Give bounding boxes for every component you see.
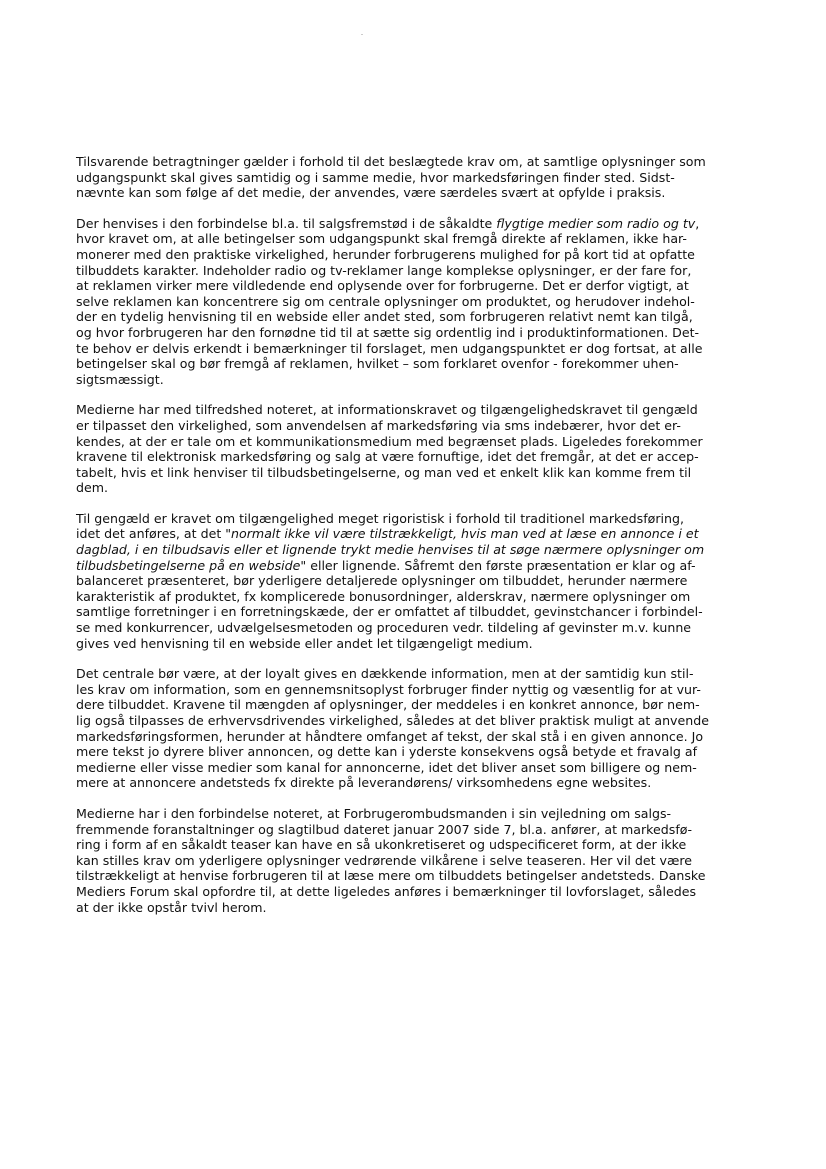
text-segment: dere tilbuddet. Kravene til mængden af oplysninger, der meddeles i en konkret annonce, bør nem- bbox=[76, 697, 700, 713]
text-line bbox=[76, 775, 754, 791]
text-line bbox=[76, 511, 754, 527]
text-line bbox=[76, 558, 754, 574]
text-segment: markedsføringsformen, herunder at håndtere omfanget af tekst, der skal stå i en given annonce. Jo bbox=[76, 728, 704, 744]
text-line bbox=[76, 402, 754, 418]
text-line bbox=[76, 744, 754, 760]
text-segment: idet det anføres, at det bbox=[76, 526, 226, 542]
text-line bbox=[76, 806, 754, 822]
text-line bbox=[76, 341, 754, 357]
text-segment: ring i form af en såkaldt teaser kan have en så ukonkretiseret og udspecificeret form, at der ikke bbox=[76, 837, 687, 853]
text-line bbox=[76, 837, 754, 853]
text-segment: te behov er delvis erkendt i bemærkninger til forslaget, men udgangspunktet er dog fortsat, at alle bbox=[76, 340, 703, 356]
text-segment: , bbox=[695, 215, 700, 231]
text-segment: hvor kravet om, at alle betingelser som udgangspunkt skal fremgå direkte af reklamen, ikke har- bbox=[76, 231, 687, 247]
text-line bbox=[76, 154, 754, 170]
text-line bbox=[76, 434, 754, 450]
text-line bbox=[76, 526, 754, 542]
italic-quote-segment: "normalt ikke vil være tilstrækkeligt, hvis man ved at læse en annonce i et bbox=[225, 526, 699, 542]
text-line bbox=[76, 480, 754, 496]
text-segment: fremmende foranstaltninger og slagtilbud dateret januar 2007 side 7, bl.a. anfører, at markedsfø- bbox=[76, 821, 693, 837]
text-segment: les krav om information, som en gennemsnitsoplyst forbruger finder nyttig og væsentlig for at vur- bbox=[76, 681, 701, 697]
text-segment: at reklamen virker mere vildledende end oplysende over for forbrugerne. Det er derfor vigtigt, at bbox=[76, 278, 689, 294]
paragraph-1 bbox=[76, 154, 754, 201]
text-segment: er tilpasset den virkelighed, som anvendelsen af markedsføring via sms indebærer, hvor det er- bbox=[76, 417, 681, 433]
italic-quote-segment: dagblad, i en tilbudsavis eller et lignende trykt medie henvises til at søge nærmere oplysninger om bbox=[76, 542, 705, 558]
text-segment: selve reklamen kan koncentrere sig om centrale oplysninger om produktet, og herudover indehol- bbox=[76, 293, 695, 309]
text-segment: monerer med den praktiske virkelighed, herunder forbrugerens mulighed for på kort tid at opfatte bbox=[76, 246, 695, 262]
text-line bbox=[76, 309, 754, 325]
text-line bbox=[76, 247, 754, 263]
text-line bbox=[76, 868, 754, 884]
text-line bbox=[76, 682, 754, 698]
text-line bbox=[76, 356, 754, 372]
text-segment: Tilsvarende betragtninger gælder i forhold til det beslægtede krav om, at samtlige oplysninger som bbox=[76, 154, 706, 169]
text-line bbox=[76, 636, 754, 652]
text-line bbox=[76, 729, 754, 745]
text-line bbox=[76, 666, 754, 682]
paragraph-4 bbox=[76, 511, 754, 651]
text-segment: udgangspunkt skal gives samtidig og i samme medie, hvor markedsføringen finder sted. Sidst- bbox=[76, 169, 675, 185]
text-segment: se med konkurrencer, udvælgelsesmetoden og proceduren vedr. tildeling af gevinster m.v. kunne bbox=[76, 620, 692, 636]
text-line bbox=[76, 884, 754, 900]
text-segment: tilstrækkeligt at henvise forbrugeren til at læse mere om tilbuddets betingelser andetsteds. Danske bbox=[76, 868, 706, 884]
text-segment: og hvor forbrugeren har den fornødne tid til at sætte sig ordentlig ind i produktinformationen. Det- bbox=[76, 324, 700, 340]
text-segment: lig også tilpasses de erhvervsdrivendes virkelighed, således at det bliver praktisk muligt at anvende bbox=[76, 713, 709, 728]
text-segment: Til gengæld er kravet om tilgængelighed meget rigoristisk i forhold til traditionel markedsføring, bbox=[76, 510, 684, 526]
text-line bbox=[76, 418, 754, 434]
text-line bbox=[76, 760, 754, 776]
text-segment: samtlige forretninger i en forretningskæde, der er omfattet af tilbuddet, gevinstchancer i forbindel- bbox=[76, 604, 703, 620]
italic-quote-segment: flygtige medier som radio og tv bbox=[496, 215, 696, 231]
text-line bbox=[76, 822, 754, 838]
italic-quote-segment: tilbudsbetingelserne på en webside" bbox=[76, 557, 307, 573]
text-line bbox=[76, 185, 754, 201]
text-segment: Der henvises i den forbindelse bl.a. til salgsfremstød i de såkaldte bbox=[76, 215, 497, 231]
text-line bbox=[76, 170, 754, 186]
paragraph-3 bbox=[76, 402, 754, 496]
paragraph-6 bbox=[76, 806, 754, 915]
text-line bbox=[76, 278, 754, 294]
text-line bbox=[76, 573, 754, 589]
text-line bbox=[76, 263, 754, 279]
text-segment: der en tydelig henvisning til en webside eller andet sted, som forbrugeren relativt nemt kan tilgå, bbox=[76, 309, 693, 325]
text-segment: Medierne har i den forbindelse noteret, at Forbrugerombudsmanden i sin vejledning om salgs- bbox=[76, 805, 672, 821]
document-body bbox=[76, 154, 754, 930]
text-line bbox=[76, 697, 754, 713]
text-segment: kan stilles krav om yderligere oplysninger vedrørende vilkårene i selve teaseren. Her vil det være bbox=[76, 852, 693, 868]
text-line bbox=[76, 216, 754, 232]
text-line bbox=[76, 900, 754, 916]
text-line bbox=[76, 620, 754, 636]
text-line bbox=[76, 372, 754, 388]
text-line bbox=[76, 853, 754, 869]
text-segment: karakteristik af produktet, fx komplicerede bonusordninger, alderskrav, nærmere oplysninger om bbox=[76, 588, 691, 604]
text-line bbox=[76, 325, 754, 341]
text-segment: at der ikke opstår tvivl herom. bbox=[76, 899, 267, 915]
text-segment: dem. bbox=[76, 480, 109, 496]
text-line bbox=[76, 542, 754, 558]
text-line bbox=[76, 604, 754, 620]
text-segment: eller lignende. Såfremt den første præsentation er klar og af- bbox=[306, 557, 696, 573]
paragraph-5 bbox=[76, 666, 754, 791]
text-segment: mere at annoncere andetsteds fx direkte på leverandørens/ virksomhedens egne websites. bbox=[76, 775, 652, 791]
text-segment: tabelt, hvis et link henviser til tilbudsbetingelserne, og man ved et enkelt klik kan komme frem til bbox=[76, 464, 692, 480]
text-segment: balanceret præsenteret, bør yderligere detaljerede oplysninger om tilbuddet, herunder nærmere bbox=[76, 573, 688, 589]
text-segment: tilbuddets karakter. Indeholder radio og tv-reklamer lange komplekse oplysninger, er der fare for, bbox=[76, 262, 692, 278]
scan-speck bbox=[361, 34, 363, 35]
text-segment: medierne eller visse medier som kanal for annoncerne, idet det bliver anset som billigere og nem- bbox=[76, 759, 697, 775]
text-segment: kendes, at der er tale om et kommunikationsmedium med begrænset plads. Ligeledes forekommer bbox=[76, 433, 703, 449]
text-segment: sigtsmæssigt. bbox=[76, 371, 164, 387]
text-segment: Medierne har med tilfredshed noteret, at informationskravet og tilgængelighedskravet til gengæld bbox=[76, 402, 698, 418]
text-line bbox=[76, 713, 754, 729]
text-segment: gives ved henvisning til en webside eller andet let tilgængeligt medium. bbox=[76, 635, 533, 651]
text-line bbox=[76, 465, 754, 481]
text-segment: Mediers Forum skal opfordre til, at dette ligeledes anføres i bemærkninger til lovforslaget, således bbox=[76, 883, 697, 899]
text-line bbox=[76, 294, 754, 310]
text-segment: betingelser skal og bør fremgå af reklamen, hvilket – som forklaret ovenfor - forekommer uhen- bbox=[76, 356, 679, 372]
text-line bbox=[76, 449, 754, 465]
text-line bbox=[76, 231, 754, 247]
paragraph-2 bbox=[76, 216, 754, 388]
text-segment: Det centrale bør være, at der loyalt gives en dækkende information, men at der samtidig kun stil- bbox=[76, 666, 694, 682]
text-segment: mere tekst jo dyrere bliver annoncen, og dette kan i yderste konsekvens også betyde et fravalg af bbox=[76, 744, 698, 760]
text-segment: nævnte kan som følge af det medie, der anvendes, være særdeles svært at opfylde i praksis. bbox=[76, 185, 666, 201]
text-line bbox=[76, 589, 754, 605]
text-segment: kravene til elektronisk markedsføring og salg at være fornuftige, idet det fremgår, at det er accep- bbox=[76, 449, 699, 465]
